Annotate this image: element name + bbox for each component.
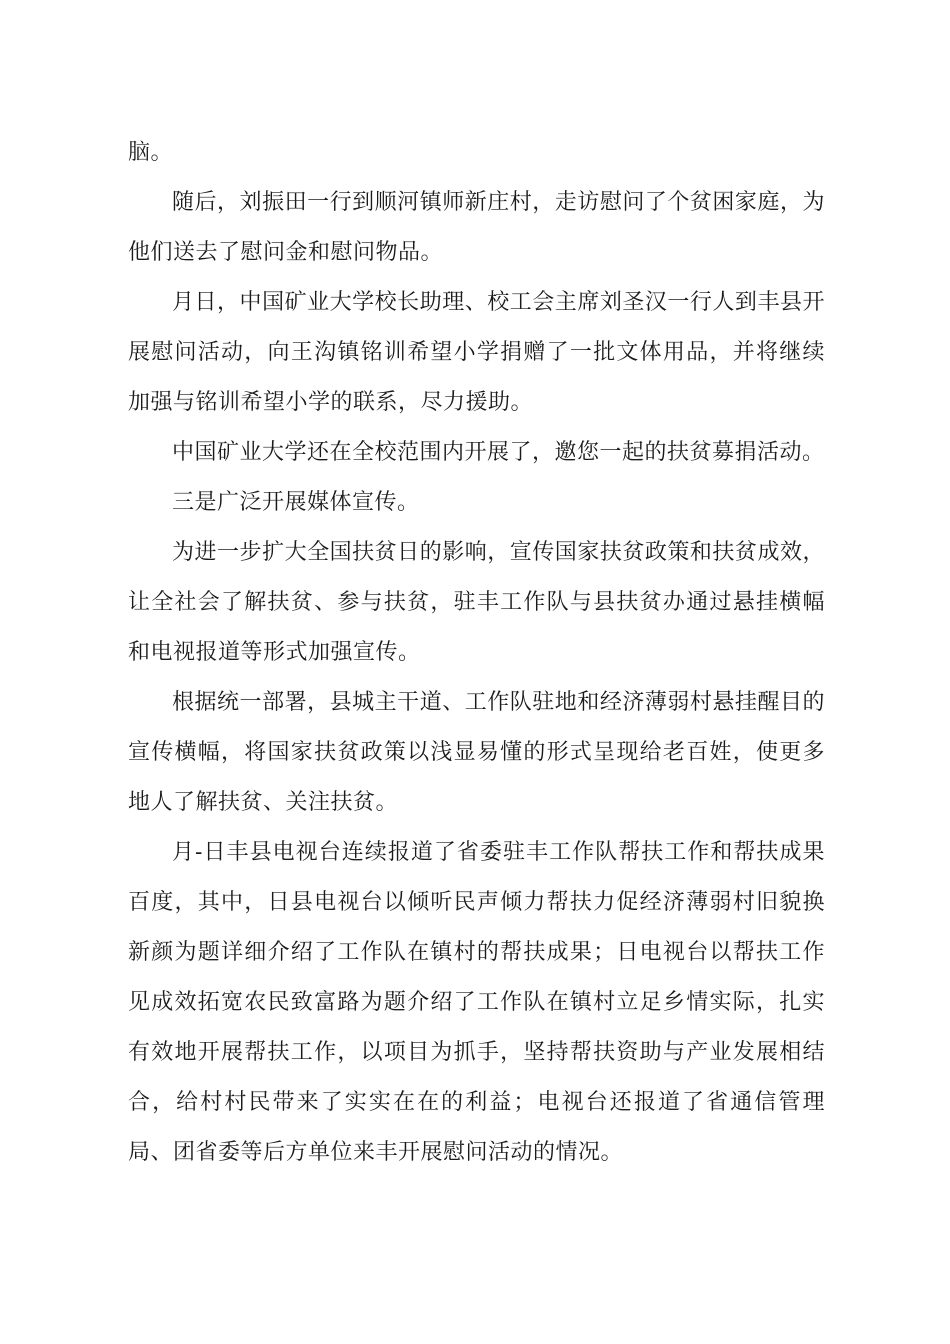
paragraph-4: 中国矿业大学还在全校范围内开展了，邀您一起的扶贫募捐活动。: [172, 440, 825, 465]
paragraph-6: 为进一步扩大全国扶贫日的影响，宣传国家扶贫政策和扶贫成效，让全社会了解扶贫、参与扶贫，驻丰工作队与县扶贫办通过悬挂横幅和电视报道等形式加强宣传。: [128, 540, 825, 665]
paragraph-1: 脑。: [128, 140, 174, 165]
paragraph-5: 三是广泛开展媒体宣传。: [172, 490, 420, 515]
paragraph-8: 月-日丰县电视台连续报道了省委驻丰工作队帮扶工作和帮扶成果百度，其中，日县电视台以倾听民声倾力帮扶力促经济薄弱村旧貌换新颜为题详细介绍了工作队在镇村的帮扶成果；日电视台以帮扶工作见成效拓宽农民致富路为题介绍了工作队在镇村立足乡情实际，扎实有效地开展帮扶工作，以项目为抓手，坚持帮扶资助与产业发展相结合，给村村民带来了实实在在的利益；电视台还报道了省通信管理局、团省委等后方单位来丰开展慰问活动的情况。: [128, 840, 825, 1165]
document-body: [128, 128, 825, 1178]
paragraph-3: 月日，中国矿业大学校长助理、校工会主席刘圣汉一行人到丰县开展慰问活动，向王沟镇铭训希望小学捐赠了一批文体用品，并将继续加强与铭训希望小学的联系，尽力援助。: [128, 290, 825, 415]
paragraph-2: 随后，刘振田一行到顺河镇师新庄村，走访慰问了个贫困家庭，为他们送去了慰问金和慰问物品。: [128, 190, 825, 265]
paragraph-7: 根据统一部署，县城主干道、工作队驻地和经济薄弱村悬挂醒目的宣传横幅，将国家扶贫政策以浅显易懂的形式呈现给老百姓，使更多地人了解扶贫、关注扶贫。: [128, 690, 825, 815]
